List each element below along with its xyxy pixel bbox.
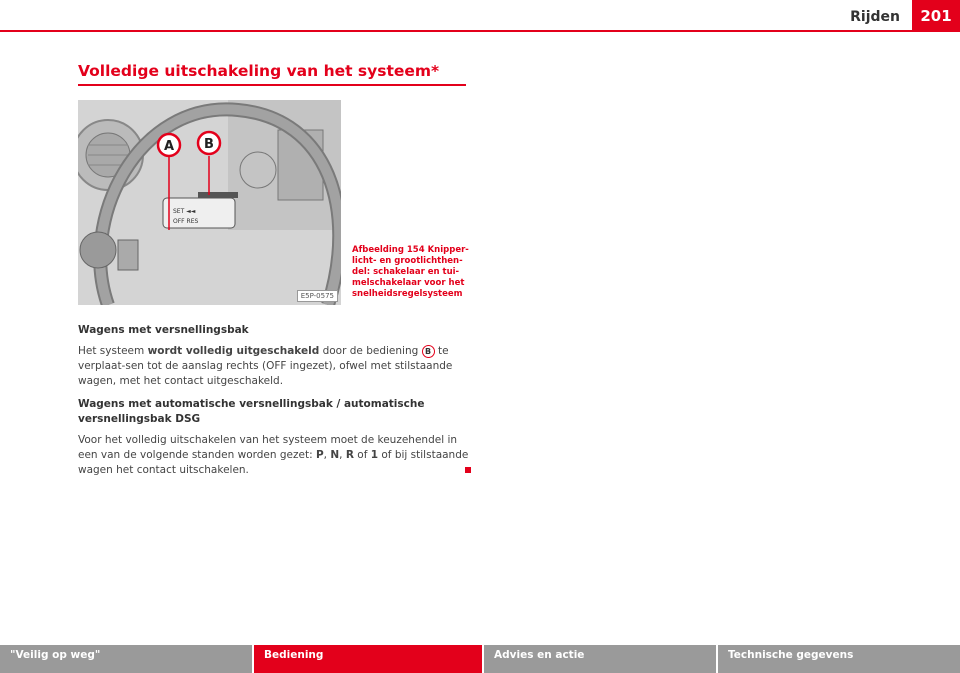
steering-wheel-figure	[78, 100, 341, 305]
paragraph-text: Voor het volledig uitschakelen van het systeem moet de keuzehendel in een van de volgende standen worden gezet:	[78, 434, 458, 461]
dashboard-illustration	[78, 100, 341, 305]
figure-caption: Afbeelding 154 Knipper-licht- en grootlichthen-del: schakelaar en tui-melschakelaar voor het snelheidsregelsysteem	[352, 245, 469, 299]
footer-nav	[0, 645, 960, 673]
paragraph-text: of	[353, 449, 371, 461]
emphasis-text: wordt volledig uitgeschakeld	[147, 345, 320, 357]
manual-gearbox-paragraph	[78, 344, 470, 389]
paragraph-text: door de bediening	[319, 345, 422, 357]
footer-tab-technical[interactable]: Technische gegevens	[718, 645, 960, 673]
section-title: Volledige uitschakeling van het systeem*	[78, 62, 466, 86]
callout-b: B	[204, 137, 214, 152]
paragraph-text: Het systeem	[78, 345, 148, 357]
footer-tab-operation[interactable]: Bediening	[254, 645, 482, 673]
page-number: 201	[912, 0, 960, 32]
gear-r: R	[345, 449, 354, 461]
svg-text:OFF RES: OFF RES	[173, 218, 199, 225]
svg-text:SET ◄◄: SET ◄◄	[173, 208, 196, 215]
header-rule	[0, 30, 912, 32]
chapter-title: Rijden	[850, 9, 900, 25]
gear-n: N	[330, 449, 340, 461]
section-end-marker	[465, 467, 471, 473]
automatic-gearbox-heading: Wagens met automatische versnellingsbak / automatische versnellingsbak DSG	[78, 398, 425, 425]
footer-tab-safety[interactable]: "Veilig op weg"	[0, 645, 252, 673]
gear-1: 1	[370, 449, 379, 461]
paragraph-text: of bij stilstaande wagen het contact uitschakelen.	[78, 449, 469, 476]
automatic-gearbox-paragraph: Voor het volledig uitschakelen van het systeem moet de keuzehendel in een van de volgende standen worden gezet: P, N, R of 1 of bij stilstaande wagen het contact uitschakelen.	[78, 434, 469, 476]
footer-tab-advice[interactable]: Advies en actie	[484, 645, 716, 673]
manual-gearbox-section	[78, 323, 470, 389]
callout-a: A	[163, 139, 175, 154]
gear-p: P	[315, 449, 324, 461]
paragraph-text: te verplaat-sen tot de aanslag rechts (OFF ingezet), ofwel met stilstaande wagen, met het contact uitgeschakeld.	[78, 345, 453, 387]
automatic-gearbox-section	[78, 397, 470, 478]
manual-gearbox-heading: Wagens met versnellingsbak	[78, 324, 249, 336]
figure-code: E5P-0575	[297, 290, 338, 302]
ref-b-badge: B	[422, 345, 435, 358]
